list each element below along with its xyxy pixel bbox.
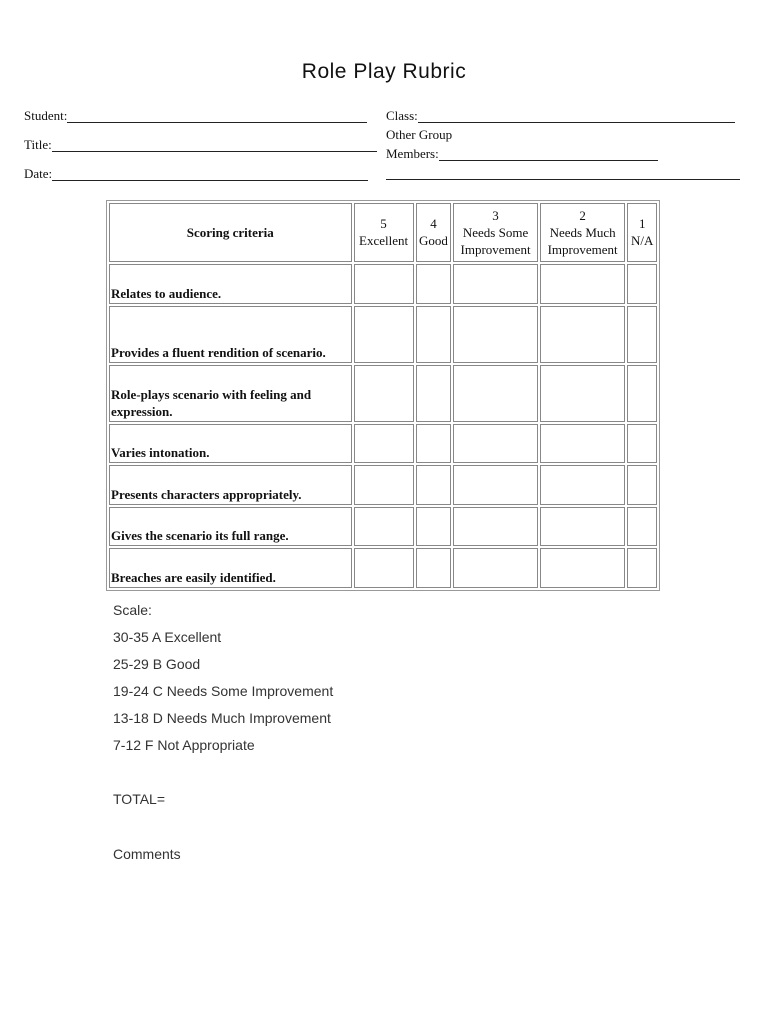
title-label: Title: <box>24 137 52 152</box>
class-field[interactable] <box>386 108 735 123</box>
scale-item-f: 7-12 F Not Appropriate <box>113 737 255 753</box>
student-label: Student: <box>24 108 68 123</box>
criterion-cell: Role-plays scenario with feeling and expression. <box>109 365 352 422</box>
score-cell[interactable] <box>627 424 657 464</box>
date-label: Date: <box>24 166 53 181</box>
scale-item-c: 19-24 C Needs Some Improvement <box>113 683 334 699</box>
header-row <box>109 203 657 262</box>
score-cell[interactable] <box>540 507 626 547</box>
criterion-cell: Gives the scenario its full range. <box>109 507 352 547</box>
score-cell[interactable] <box>540 365 626 422</box>
score-cell[interactable] <box>416 365 452 422</box>
score-cell[interactable] <box>416 264 452 305</box>
score-cell[interactable] <box>453 264 538 305</box>
score-cell[interactable] <box>627 465 657 505</box>
class-line[interactable] <box>418 108 735 123</box>
score-cell[interactable] <box>354 424 414 464</box>
score-cell[interactable] <box>627 507 657 547</box>
student-line[interactable] <box>67 108 367 123</box>
score-cell[interactable] <box>453 306 538 363</box>
score-cell[interactable] <box>416 548 452 588</box>
scale-item-a: 30-35 A Excellent <box>113 629 222 645</box>
score-cell[interactable] <box>453 507 538 547</box>
score-1-text: N/A <box>631 233 654 249</box>
score-5-num: 5 <box>380 216 387 232</box>
members-label: Members: <box>386 146 439 161</box>
criterion-cell: Provides a fluent rendition of scenario. <box>109 306 352 363</box>
comments-label: Comments <box>113 846 181 862</box>
criteria-header: Scoring criteria <box>109 203 352 262</box>
score-cell[interactable] <box>453 365 538 422</box>
table-row <box>109 548 657 588</box>
table-row <box>109 306 657 363</box>
score-cell[interactable] <box>627 264 657 305</box>
title-line[interactable] <box>52 137 377 152</box>
scale-item-b: 25-29 B Good <box>113 656 201 672</box>
rubric-table <box>106 200 660 591</box>
score-cell[interactable] <box>627 306 657 363</box>
score-cell[interactable] <box>416 465 452 505</box>
score-cell[interactable] <box>540 424 626 464</box>
date-line[interactable] <box>52 166 368 181</box>
score-2-num: 2 <box>579 207 586 223</box>
score-3-text: Needs Some Improvement <box>460 224 531 257</box>
score-cell[interactable] <box>453 548 538 588</box>
score-4-text: Good <box>418 233 448 249</box>
score-cell[interactable] <box>416 306 452 363</box>
scale-heading: Scale: <box>113 602 152 618</box>
title-field[interactable] <box>24 137 377 152</box>
score-cell[interactable] <box>453 424 538 464</box>
score-cell[interactable] <box>540 465 626 505</box>
score-header-2 <box>540 203 626 262</box>
score-header-3 <box>453 203 538 262</box>
criterion-cell: Presents characters appropriately. <box>109 465 352 505</box>
score-4-num: 4 <box>430 216 437 232</box>
table-row <box>109 507 657 547</box>
score-header-1 <box>627 203 657 262</box>
class-label: Class: <box>386 108 418 123</box>
date-field[interactable] <box>24 166 368 181</box>
score-cell[interactable] <box>354 306 414 363</box>
score-header-4 <box>416 203 452 262</box>
members-line[interactable] <box>439 146 658 161</box>
score-3-num: 3 <box>492 207 499 223</box>
score-cell[interactable] <box>354 507 414 547</box>
members-extra-line[interactable] <box>386 179 740 180</box>
score-cell[interactable] <box>416 424 452 464</box>
score-cell[interactable] <box>627 365 657 422</box>
table-row <box>109 424 657 464</box>
score-cell[interactable] <box>627 548 657 588</box>
score-cell[interactable] <box>416 507 452 547</box>
table-row <box>109 264 657 305</box>
other-group-label: Other Group <box>386 127 453 142</box>
score-1-num: 1 <box>638 216 646 232</box>
criterion-cell: Relates to audience. <box>109 264 352 305</box>
score-cell[interactable] <box>354 465 414 505</box>
score-cell[interactable] <box>354 264 414 305</box>
score-cell[interactable] <box>540 306 626 363</box>
student-field[interactable] <box>24 108 367 123</box>
page-title: Role Play Rubric <box>301 60 467 83</box>
criterion-cell: Varies intonation. <box>109 424 352 464</box>
scale-item-d: 13-18 D Needs Much Improvement <box>113 710 331 726</box>
members-field[interactable] <box>386 146 658 161</box>
table-row <box>109 365 657 422</box>
score-cell[interactable] <box>354 365 414 422</box>
score-header-5 <box>354 203 414 262</box>
score-cell[interactable] <box>540 548 626 588</box>
score-cell[interactable] <box>453 465 538 505</box>
score-5-text: Excellent <box>359 233 409 249</box>
score-cell[interactable] <box>540 264 626 305</box>
table-row <box>109 465 657 505</box>
score-2-text: Needs Much Improvement <box>547 224 618 257</box>
score-cell[interactable] <box>354 548 414 588</box>
criterion-cell: Breaches are easily identified. <box>109 548 352 588</box>
total-label: TOTAL= <box>113 791 166 807</box>
